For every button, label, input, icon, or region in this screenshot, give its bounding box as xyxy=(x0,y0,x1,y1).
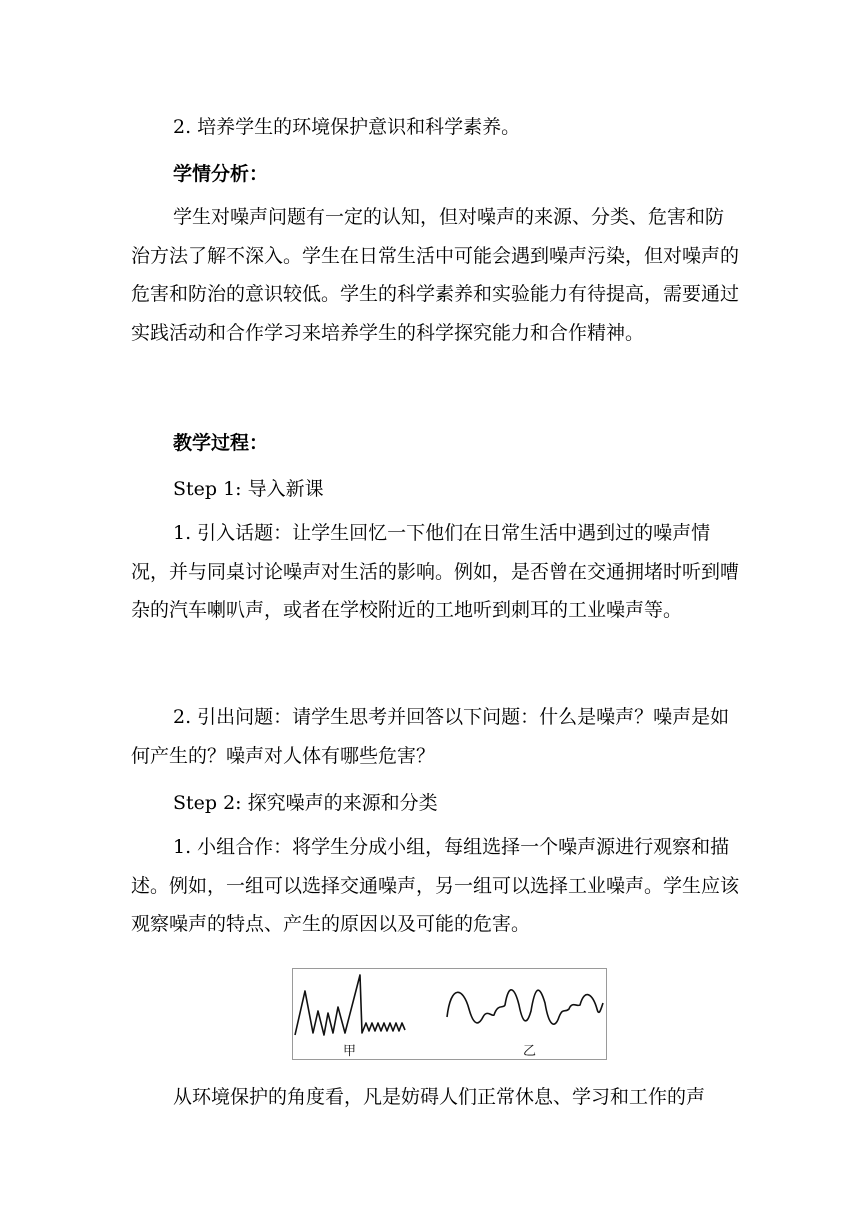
process-heading: 教学过程： xyxy=(173,432,269,454)
analysis-paragraph: 学生对噪声问题有一定的认知，但对噪声的来源、分类、危害和防治方法了解不深入。学生在日常生活中可能会遇到噪声污染，但对噪声的危害和防治的意识较低。学生的科学素养和实验能力有待提高，需要通过实践活动和合作学习来培养学生的科学探究能力和合作精神。 xyxy=(131,206,740,344)
goal-item-2: 2. 培养学生的环境保护意识和科学素养。 xyxy=(173,116,521,138)
analysis-heading: 学情分析： xyxy=(173,163,269,185)
step1-title: Step 1: 导入新课 xyxy=(173,478,324,500)
figure-label-jia: 甲 xyxy=(343,1044,357,1059)
step2-title: Step 2: 探究噪声的来源和分类 xyxy=(173,792,438,814)
closing-paragraph: 从环境保护的角度看，凡是妨碍人们正常休息、学习和工作的声 xyxy=(173,1086,706,1108)
waveform-jia xyxy=(295,975,405,1035)
waveform-figure xyxy=(292,968,607,1060)
waveform-yi xyxy=(447,990,603,1024)
step1-item-2: 2. 引出问题：请学生思考并回答以下问题：什么是噪声？噪声是如何产生的？噪声对人体有哪些危害？ xyxy=(131,706,730,767)
step2-item-1: 1. 小组合作：将学生分成小组，每组选择一个噪声源进行观察和描述。例如，一组可以选择交通噪声，另一组可以选择工业噪声。学生应该观察噪声的特点、产生的原因以及可能的危害。 xyxy=(131,836,740,935)
step1-item-1: 1. 引入话题：让学生回忆一下他们在日常生活中遇到过的噪声情况，并与同桌讨论噪声对生活的影响。例如，是否曾在交通拥堵时听到嘈杂的汽车喇叭声，或者在学校附近的工地听到刺耳的工业噪声等。 xyxy=(131,522,740,621)
figure-label-yi: 乙 xyxy=(523,1044,537,1059)
waveform-svg xyxy=(293,969,608,1061)
